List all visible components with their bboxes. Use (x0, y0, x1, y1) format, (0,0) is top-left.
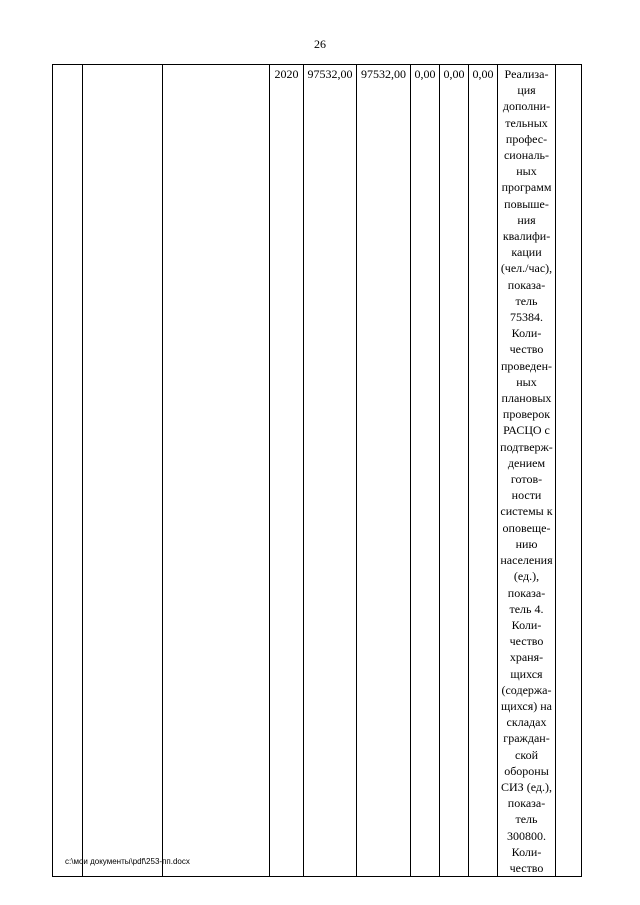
description-line: дением (507, 455, 546, 470)
description-line: складах (506, 715, 547, 730)
description-line: граждан- (503, 731, 550, 746)
cell-amount-2: 97532,00 (357, 65, 411, 877)
description-line: показа- (507, 796, 546, 811)
description-line: Коли- (511, 844, 542, 859)
description-line: СИЗ (ед.), (501, 779, 552, 794)
description-line: Коли- (511, 617, 542, 632)
description-line: системы к (500, 504, 553, 519)
description-line: чество (509, 860, 544, 875)
description-line: (содержа- (501, 682, 552, 697)
description-line: дополни- (502, 99, 551, 114)
description-line: 300800. (507, 828, 546, 843)
cell-empty-2 (83, 65, 163, 877)
description-line: тель (515, 812, 538, 827)
cell-empty-last (556, 65, 582, 877)
description-line: сиональ- (503, 148, 550, 163)
description-line: проверок (502, 407, 551, 422)
description-line: Коли- (511, 326, 542, 341)
description-line: проведен- (500, 358, 553, 373)
description-line: Реализа- (504, 67, 549, 81)
table-row (53, 65, 582, 877)
description-line: чество (509, 634, 544, 649)
description-line: чество (509, 342, 544, 357)
cell-year: 2020 (270, 65, 304, 877)
description-line: ности (511, 488, 542, 503)
description-line: (ед.), (513, 569, 540, 584)
cell-amount-3: 0,00 (411, 65, 440, 877)
cell-amount-4: 0,00 (440, 65, 469, 877)
description-line: профес- (505, 131, 548, 146)
description-line: готов- (510, 472, 543, 487)
description-line: ской (515, 747, 538, 762)
description-line: нию (515, 536, 538, 551)
description-line: щихся (510, 666, 543, 681)
description-line: тельных (505, 115, 548, 130)
description-line: показа- (507, 585, 546, 600)
description-line: обороны (504, 763, 549, 778)
description-line: ных (516, 374, 537, 389)
description-line: ных (516, 164, 537, 179)
description-line: храня- (509, 650, 544, 665)
description-line: тель 4. (509, 601, 544, 616)
description-line: 75384. (510, 310, 543, 325)
description-line: щихся) на (501, 698, 552, 713)
cell-empty-3 (163, 65, 270, 877)
description-line: квалифи- (502, 229, 551, 244)
cell-description (498, 65, 556, 877)
page-number: 26 (314, 37, 326, 51)
description-line: повыше- (504, 196, 549, 211)
description-line: ния (517, 212, 536, 227)
description-line: оповеще- (502, 520, 551, 535)
description-line: кации (511, 245, 542, 260)
description-line: подтверж- (500, 439, 553, 454)
description-line: населения (500, 553, 553, 568)
description-line: плановых (501, 391, 552, 406)
description-line: (чел./час), (500, 261, 553, 276)
budget-table (52, 64, 582, 877)
description-line: РАСЦО с (503, 423, 550, 438)
footer-file-path: c:\мои документы\pdf\253-пп.docx (65, 857, 190, 866)
cell-amount-total: 97532,00 (304, 65, 357, 877)
description-line: программ (501, 180, 552, 195)
description-line: ция (517, 83, 536, 98)
description-line: тель (515, 293, 538, 308)
description-line: показа- (507, 277, 546, 292)
cell-amount-5: 0,00 (469, 65, 498, 877)
cell-empty-1 (53, 65, 83, 877)
